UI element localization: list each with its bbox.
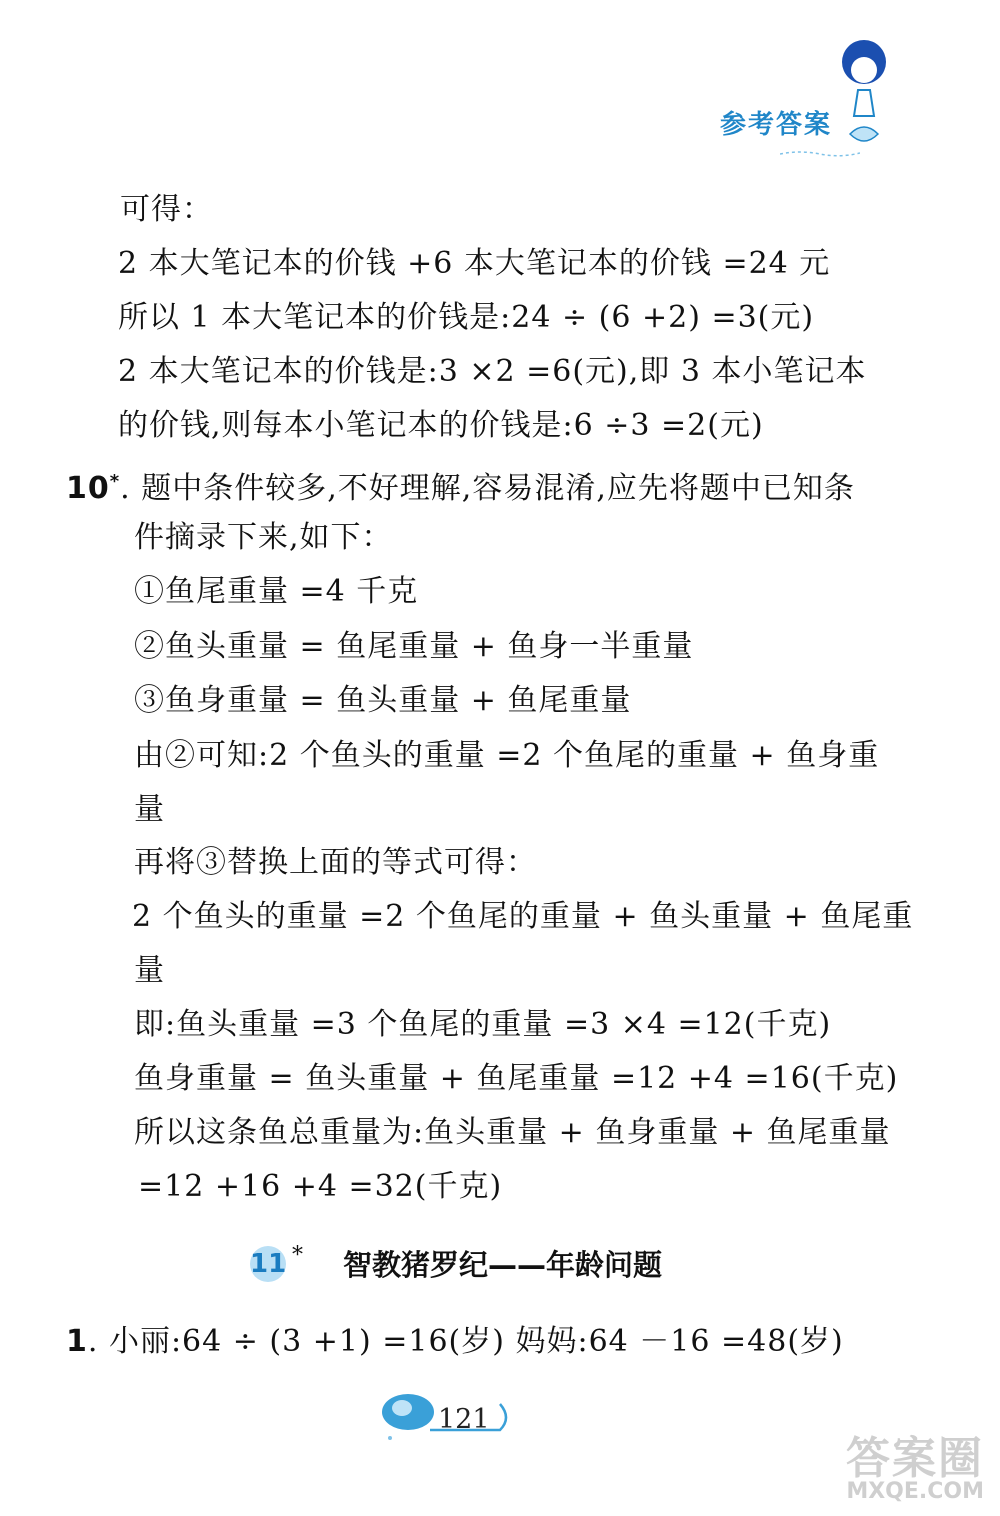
text-line: 的价钱,则每本小笔记本的价钱是:6 ÷3 =2(元) <box>118 408 764 443</box>
text-line: 量 <box>134 792 165 827</box>
text-line: 2 个鱼头的重量 =2 个鱼尾的重量 + 鱼头重量 + 鱼尾重 <box>132 899 914 934</box>
question-number: 10* <box>66 471 121 506</box>
section-star: * <box>292 1243 303 1268</box>
text-line: 可得： <box>120 192 213 227</box>
question-10 <box>66 462 855 509</box>
text-line: =12 +16 +4 =32(千克) <box>138 1169 503 1204</box>
text-line: ①鱼尾重量 =4 千克 <box>134 574 419 609</box>
girl-illustration-icon <box>830 36 894 156</box>
page-number: 121 <box>438 1404 490 1435</box>
text-line: 即:鱼头重量 =3 个鱼尾的重量 =3 ×4 =12(千克) <box>134 1007 832 1042</box>
section-number-badge: 11 <box>250 1246 286 1282</box>
watermark-url-text: MXQE.COM <box>846 1479 984 1504</box>
section-title: 智教猪罗纪——年龄问题 <box>343 1248 663 1282</box>
page-footer <box>372 1390 522 1446</box>
decorative-dots-icon <box>780 148 860 158</box>
text-line: 所以这条鱼总重量为:鱼头重量 + 鱼身重量 + 鱼尾重量 <box>134 1115 891 1150</box>
question-number: 1 <box>66 1324 88 1359</box>
text-line: 量 <box>134 953 165 988</box>
header-title: 参考答案 <box>720 110 833 140</box>
header <box>720 30 900 160</box>
question-text: . 题中条件较多,不好理解,容易混淆,应先将题中已知条 <box>120 471 855 506</box>
text-line: 所以 1 本大笔记本的价钱是:24 ÷ (6 +2) =3(元) <box>118 300 815 335</box>
text-line: 再将③替换上面的等式可得： <box>134 845 537 880</box>
text-line: 2 本大笔记本的价钱 +6 本大笔记本的价钱 =24 元 <box>118 246 831 281</box>
text-line: 2 本大笔记本的价钱是:3 ×2 =6(元),即 3 本小笔记本 <box>118 354 867 389</box>
section-header <box>250 1243 662 1287</box>
question-text: . 小丽:64 ÷ (3 +1) =16(岁) 妈妈:64 －16 =48(岁) <box>87 1324 844 1359</box>
text-line: 件摘录下来,如下： <box>134 520 393 555</box>
text-line: 鱼身重量 = 鱼头重量 + 鱼尾重量 =12 +4 =16(千克) <box>134 1061 899 1096</box>
watermark <box>788 1418 988 1508</box>
watermark-logo-text: 答案圈 <box>846 1433 984 1484</box>
text-line: ③鱼身重量 = 鱼头重量 + 鱼尾重量 <box>134 683 632 718</box>
text-line: 由②可知:2 个鱼头的重量 =2 个鱼尾的重量 + 鱼身重 <box>134 738 880 773</box>
text-line: ②鱼头重量 = 鱼尾重量 + 鱼身一半重量 <box>134 629 694 664</box>
question-1 <box>66 1322 844 1362</box>
